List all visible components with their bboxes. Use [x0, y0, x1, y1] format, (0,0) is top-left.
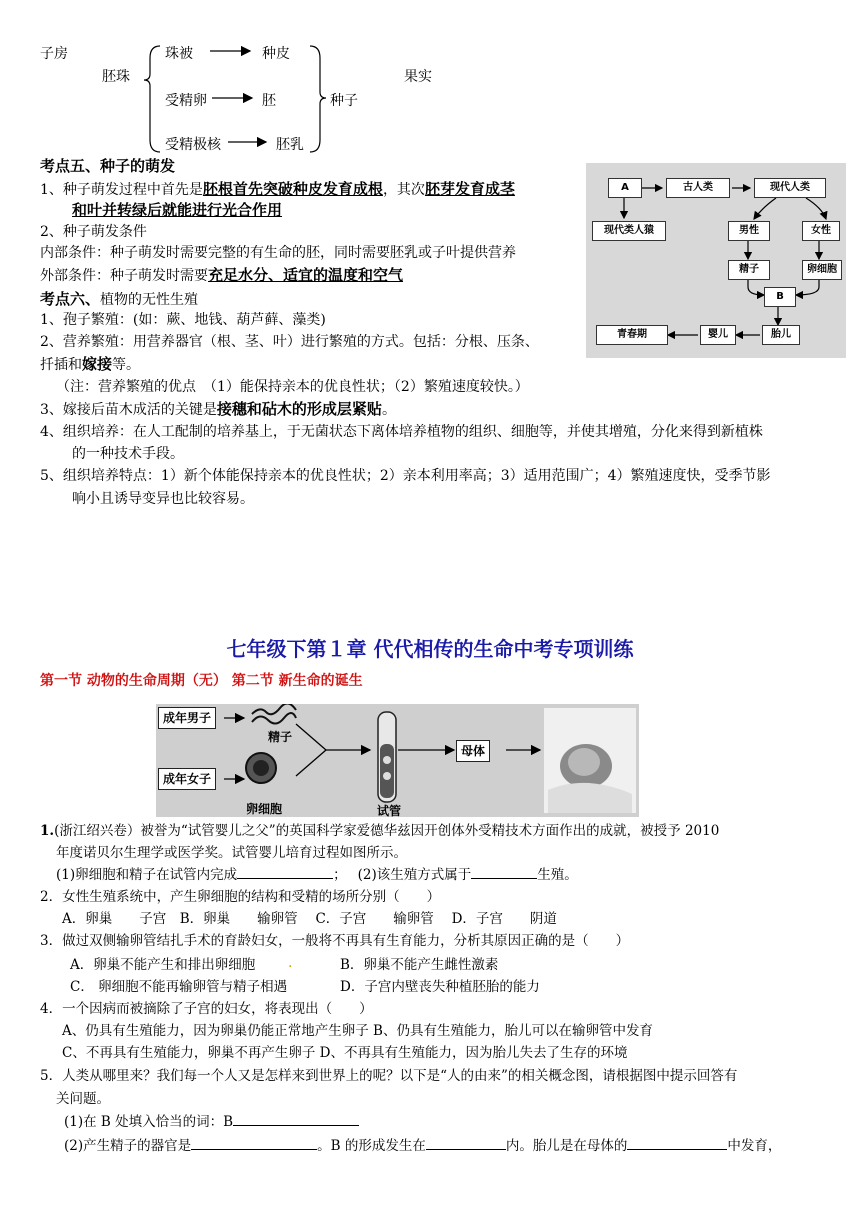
heading-section6: 考点六、植物的无性生殖 [40, 290, 199, 308]
human-origin-concept-map [586, 163, 846, 358]
s6-line4: 3、嫁接后苗木成活的关键是接穗和砧木的形成层紧贴。 [40, 400, 396, 418]
s5-line1: 1、种子萌发过程中首先是胚根首先突破种皮发育成根，其次胚芽发育成茎 [40, 180, 515, 198]
label-seed: 种子 [330, 93, 358, 109]
node-female: 女性 [802, 221, 840, 241]
s6-line2: 2、营养繁殖：用营养器官（根、茎、叶）进行繁殖的方式。包括：分根、压条、 [40, 334, 539, 350]
node-ancient-human: 古人类 [666, 178, 730, 198]
q1-line2: 年度诺贝尔生理学或医学奖。试管婴儿培育过程如图所示。 [56, 845, 407, 861]
label-adult-male: 成年男子 [158, 707, 216, 729]
s5-line1b: 和叶并转绿后就能进行光合作用 [72, 201, 283, 219]
q3-option-c: C． 卵细胞不能再输卵管与精子相遇 [70, 979, 288, 995]
node-a: A [608, 178, 642, 198]
heading-section5: 考点五、种子的萌发 [40, 157, 176, 175]
node-male: 男性 [728, 221, 770, 241]
label-egg-cell: 卵细胞 [246, 802, 283, 816]
q3-option-a: A．卵巢不能产生和排出卵细胞 [70, 957, 256, 973]
q4-options-ab: A、仍具有生殖能力，因为卵巢仍能正常地产生卵子 B、仍具有生殖能力，胎儿可以在输卵管中发育 [62, 1023, 653, 1039]
s6-line5b: 的一种技术手段。 [72, 446, 184, 462]
stray-dot: . [288, 955, 293, 971]
page-title: 七年级下第１章 代代相传的生命中考专项训练 [226, 637, 634, 661]
q5-part1: (1)在 B 处填入恰当的词：B [64, 1111, 359, 1133]
label-fertilized-polar: 受精极核 [165, 137, 221, 153]
label-adult-female: 成年女子 [158, 768, 216, 790]
q2-options: A．卵巢 子宫 B．卵巢 输卵管 C．子宫 输卵管 D．子宫 阴道 [62, 911, 557, 927]
node-modern-human: 现代人类 [754, 178, 826, 198]
s5-line4: 外部条件：种子萌发时需要充足水分、适宜的温度和空气 [40, 266, 404, 284]
q1-line1: 1.(浙江绍兴卷）被誉为“试管婴儿之父”的英国科学家爱德华兹因开创体外受精技术方面作出的成就，被授予 2010 [40, 823, 720, 839]
section-subtitle: 第一节 动物的生命周期（无） 第二节 新生命的诞生 [40, 673, 363, 689]
q4-options-cd: C、不再具有生殖能力，卵巢不再产生卵子 D、不再具有生殖能力，因为胎儿失去了生存的环境 [62, 1045, 628, 1061]
node-b: B [764, 287, 796, 307]
label-seed-coat: 种皮 [262, 46, 290, 62]
label-mother: 母体 [456, 740, 490, 762]
label-fruit: 果实 [404, 69, 432, 85]
q5-stem-line2: 关问题。 [56, 1091, 110, 1107]
label-endosperm: 胚乳 [276, 137, 304, 153]
node-fetus: 胎儿 [762, 325, 800, 345]
label-embryo: 胚 [262, 93, 276, 109]
label-test-tube: 试管 [377, 804, 402, 818]
q3-option-d: D．子宫内壁丧失种植胚胎的能力 [340, 979, 540, 995]
node-egg: 卵细胞 [802, 260, 842, 280]
s5-line2: 2、种子萌发条件 [40, 224, 147, 240]
s6-line6b: 响小且诱导变异也比较容易。 [72, 491, 254, 507]
s6-line3: 扦插和嫁接等。 [40, 355, 141, 373]
s6-line6a: 5、组织培养特点：1）新个体能保持亲本的优良性状；2）亲本利用率高；3）适用范围广；4）繁殖速度快，受季节影 [40, 468, 771, 484]
node-sperm: 精子 [728, 260, 770, 280]
label-integument: 珠被 [165, 46, 193, 62]
s5-line3: 内部条件：种子萌发时需要完整的有生命的胚，同时需要胚乳或子叶提供营养 [40, 245, 516, 261]
node-modern-ape: 现代类人猿 [592, 221, 666, 241]
label-fertilized-egg: 受精卵 [165, 93, 207, 109]
s6-line1: 1、孢子繁殖：(如：蕨、地钱、葫芦藓、藻类) [40, 312, 326, 328]
q2-stem: 2．女性生殖系统中，产生卵细胞的结构和受精的场所分别（ ） [40, 889, 441, 905]
label-sperm: 精子 [268, 730, 293, 744]
node-infant: 婴儿 [700, 325, 736, 345]
node-puberty: 青春期 [596, 325, 668, 345]
q5-stem-line1: 5．人类从哪里来？我们每一个人又是怎样来到世界上的呢？以下是“人的由来”的相关概念图，请根据图中提示回答有 [40, 1068, 738, 1084]
label-ovary: 子房 [40, 46, 68, 62]
q3-option-b: B．卵巢不能产生雌性激素 [340, 957, 499, 973]
q3-stem: 3．做过双侧输卵管结扎手术的育龄妇女，一般将不再具有生育能力，分析其原因正确的是（ ） [40, 933, 630, 949]
q4-stem: 4．一个因病而被摘除了子宫的妇女，将表现出（ ） [40, 1001, 373, 1017]
s6-line5a: 4、组织培养：在人工配制的培养基上，于无菌状态下离体培养植物的组织、细胞等，并使其增殖，分化来得到新植株 [40, 424, 763, 440]
s6-note: （注：营养繁殖的优点 （1）能保持亲本的优良性状；（2）繁殖速度较快。） [56, 379, 529, 395]
label-ovule: 胚珠 [102, 69, 130, 85]
q5-part2: (2)产生精子的器官是 。B 的形成发生在 内。胎儿是在母体的 中发育， [64, 1135, 781, 1157]
ivf-process-figure [156, 704, 639, 817]
seed-diagram-lines [0, 0, 440, 160]
q1-line3: (1)卵细胞和精子在试管内完成 ； (2)该生殖方式属于 生殖。 [56, 864, 578, 886]
